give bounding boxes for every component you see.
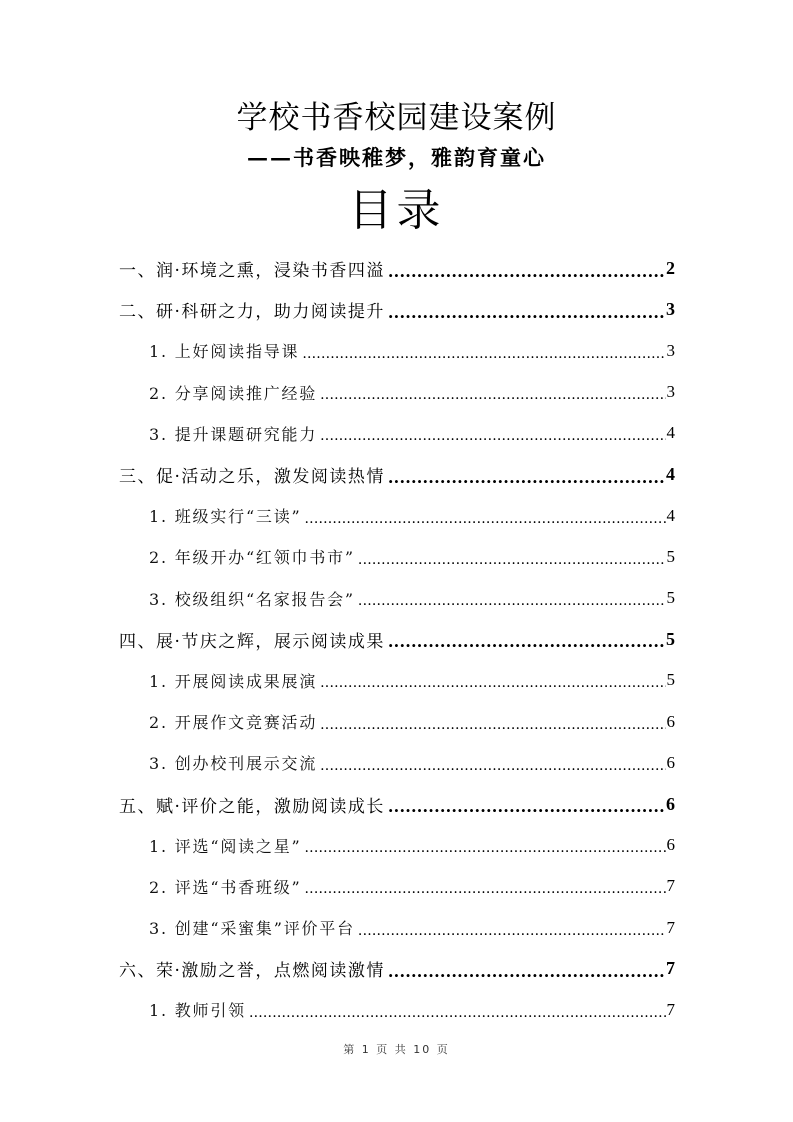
toc-entry-page: 3 [666, 340, 675, 360]
page-footer: 第 1 页 共 10 页 [343, 1043, 450, 1056]
toc-entry-page: 4 [666, 505, 675, 525]
dot-leader [302, 344, 665, 364]
toc-entry-page: 5 [666, 628, 675, 649]
toc-entry[interactable] [119, 289, 675, 330]
toc-entry[interactable] [119, 248, 675, 289]
toc-entry-page: 5 [666, 588, 675, 608]
toc-entry[interactable] [119, 495, 675, 536]
toc-entry-label: 3. 提升课题研究能力 [149, 422, 320, 445]
dot-leader [388, 468, 665, 488]
toc-entry-page: 7 [666, 876, 675, 896]
toc-entry-label: 2. 分享阅读推广经验 [149, 381, 320, 404]
dot-leader [388, 303, 665, 323]
toc-entry-label: 3. 创办校刊展示交流 [149, 751, 320, 774]
toc-entry[interactable] [119, 372, 675, 413]
toc-entry-page: 6 [666, 793, 675, 814]
toc-entry-label: 3. 创建“采蜜集”评价平台 [149, 916, 358, 939]
toc-entry-page: 7 [666, 999, 675, 1019]
dot-leader [249, 1003, 666, 1023]
toc-entry[interactable] [119, 825, 675, 866]
dot-leader [320, 756, 665, 776]
toc-entry[interactable] [119, 742, 675, 783]
toc-entry-page: 2 [666, 258, 675, 279]
toc-entry-label: 四、展·节庆之辉，展示阅读成果 [119, 627, 388, 652]
toc-entry-page: 7 [666, 917, 675, 937]
toc-entry-label: 一、润·环境之熏，浸染书香四溢 [119, 256, 388, 281]
toc-entry-page: 4 [666, 464, 675, 485]
toc-entry-label: 1. 教师引领 [149, 998, 249, 1021]
toc-entry[interactable] [119, 660, 675, 701]
toc-entry-page: 3 [666, 382, 675, 402]
dot-leader [358, 550, 666, 570]
toc-entry-page: 5 [666, 670, 675, 690]
toc-entry-label: 1. 班级实行“三读” [149, 504, 305, 527]
toc-entry[interactable] [119, 454, 675, 495]
toc-entry-page: 7 [666, 958, 675, 979]
toc-entry[interactable] [119, 989, 675, 1030]
toc-entry-label: 1. 评选“阅读之星” [149, 834, 305, 857]
toc-heading: 目录 [348, 185, 445, 236]
toc-entry[interactable] [119, 866, 675, 907]
dot-leader [388, 632, 665, 652]
toc-entry-label: 1. 上好阅读指导课 [149, 339, 302, 362]
toc-entry-label: 3. 校级组织“名家报告会” [149, 587, 358, 610]
dot-leader [320, 673, 665, 693]
dot-leader [388, 262, 665, 282]
toc-entry-label: 五、赋·评价之能，激励阅读成长 [119, 792, 388, 817]
dot-leader [388, 797, 665, 817]
toc-entry-label: 三、促·活动之乐，激发阅读热情 [119, 462, 388, 487]
dot-leader [320, 426, 665, 446]
dot-leader [320, 715, 665, 735]
toc-entry[interactable] [119, 536, 675, 577]
table-of-contents [119, 248, 675, 1031]
toc-entry[interactable] [119, 413, 675, 454]
toc-entry[interactable] [119, 578, 675, 619]
dot-leader [320, 385, 665, 405]
toc-entry-label: 2. 开展作文竞赛活动 [149, 710, 320, 733]
dot-leader [305, 879, 666, 899]
toc-entry-page: 6 [666, 711, 675, 731]
toc-entry-page: 5 [666, 546, 675, 566]
toc-entry-page: 6 [666, 835, 675, 855]
dot-leader [388, 962, 665, 982]
toc-entry-label: 2. 年级开办“红领巾书市” [149, 545, 358, 568]
toc-entry[interactable] [119, 907, 675, 948]
toc-entry-label: 2. 评选“书香班级” [149, 875, 305, 898]
dot-leader [358, 591, 666, 611]
dot-leader [305, 509, 666, 529]
toc-entry-label: 六、荣·激励之誉，点燃阅读激情 [119, 956, 388, 981]
toc-entry[interactable] [119, 701, 675, 742]
toc-entry-page: 6 [666, 752, 675, 772]
toc-entry[interactable] [119, 948, 675, 989]
toc-entry[interactable] [119, 619, 675, 660]
dot-leader [358, 921, 666, 941]
document-title: 学校书香校园建设案例 [236, 100, 557, 136]
dot-leader [305, 838, 666, 858]
document-subtitle: ——书香映稚梦，雅韵育童心 [247, 145, 546, 170]
toc-entry-page: 4 [666, 423, 675, 443]
toc-entry-label: 1. 开展阅读成果展演 [149, 669, 320, 692]
toc-entry[interactable] [119, 783, 675, 824]
toc-entry-label: 二、研·科研之力，助力阅读提升 [119, 297, 388, 322]
toc-entry[interactable] [119, 330, 675, 371]
toc-entry-page: 3 [666, 299, 675, 320]
